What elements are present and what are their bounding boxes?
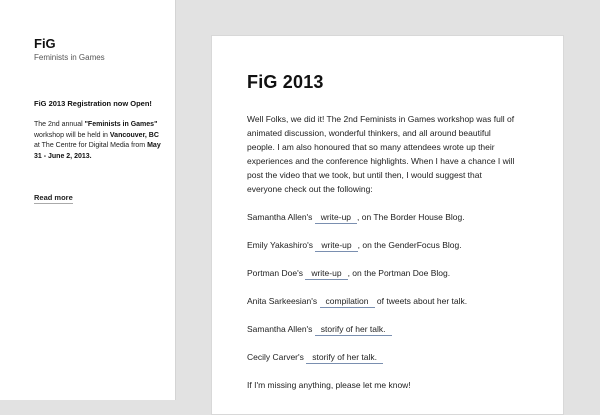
widget-text-part: at The Centre for Digital Media from	[34, 142, 146, 149]
item-author: Samantha Allen's	[247, 212, 313, 222]
item-author: Portman Doe's	[247, 268, 303, 278]
post-link[interactable]: storify of her talk.	[315, 324, 392, 336]
post-intro: Well Folks, we did it! The 2nd Feminists in Games workshop was full of animated discussion, wonderful thinkers, and all around beautiful people. I am also honoured that so many attendees wrote up their experiences and the conference highlights. When I have a chance I will post the video that we took, but until then, I would suggest that everyone check out the following:	[247, 114, 515, 194]
post-body	[247, 112, 515, 406]
post-list-item	[247, 350, 515, 364]
main-content	[211, 35, 564, 415]
item-after: , on the GenderFocus Blog.	[357, 240, 462, 250]
post-list-item	[247, 238, 515, 252]
post-list-item	[247, 322, 515, 336]
item-after: , on The Border House Blog.	[357, 212, 465, 222]
post-link[interactable]: write-up	[315, 240, 357, 252]
workshop-dates: May 31 - June 2, 2013.	[34, 142, 161, 160]
widget-text	[34, 120, 166, 162]
post-link[interactable]: storify of her talk.	[306, 352, 383, 364]
item-after: , on the Portman Doe Blog.	[347, 268, 451, 278]
post-list-item	[247, 294, 515, 308]
workshop-name: "Feminists in Games"	[84, 121, 158, 128]
item-author: Emily Yakashiro's	[247, 240, 314, 250]
post-list-item	[247, 266, 515, 280]
post-link[interactable]: write-up	[315, 212, 357, 224]
post-title: FiG 2013	[247, 72, 324, 92]
widget-text-part: workshop will be held in	[34, 131, 108, 139]
item-author: Samantha Allen's	[247, 324, 313, 334]
post-closing: If I'm missing anything, please let me know!	[247, 380, 411, 390]
workshop-location: Vancouver, BC	[109, 131, 159, 139]
item-author: Cecily Carver's	[247, 352, 304, 362]
site-title[interactable]: FiG	[34, 36, 56, 51]
post-link[interactable]: compilation	[320, 296, 375, 308]
widget-title: FiG 2013 Registration now Open!	[34, 99, 152, 108]
post-list-item	[247, 210, 515, 224]
item-author: Anita Sarkeesian's	[247, 296, 318, 306]
site-description: Feminists in Games	[34, 53, 105, 62]
read-more-link[interactable]: Read more	[34, 193, 73, 202]
post-link[interactable]: write-up	[305, 268, 347, 280]
item-after: of tweets about her talk.	[376, 296, 468, 306]
sidebar	[0, 0, 176, 400]
widget-text-part: The 2nd annual	[34, 121, 83, 128]
